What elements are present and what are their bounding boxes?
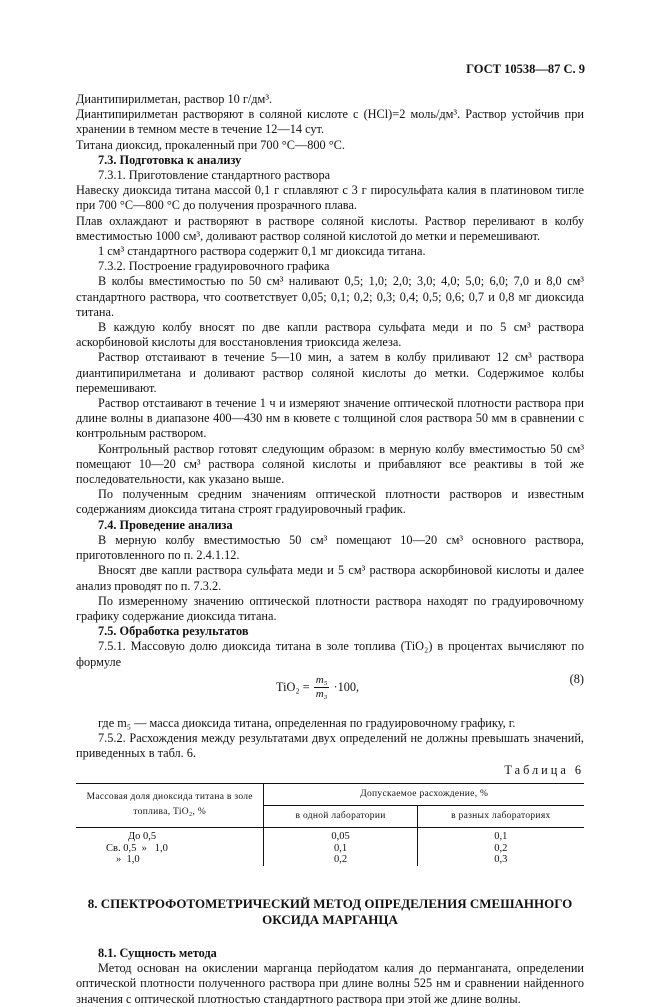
formula-numerator: m₅ — [315, 673, 328, 686]
table-cell: 0,05 — [264, 831, 417, 843]
table-cell: 0,1 — [494, 831, 508, 843]
formula-fraction — [314, 674, 330, 701]
document-body — [76, 92, 584, 1007]
formula-expression — [276, 674, 359, 701]
table-header-group: Допускаемое расхождение, % — [264, 783, 584, 805]
table-cell: 0,1 — [264, 843, 417, 855]
paragraph: 7.5.1. Массовую долю диоксида титана в золе топлива (TiO₂) в процентах вычисляют по формуле — [76, 639, 584, 669]
section-8-title — [76, 896, 584, 928]
equation-number: (8) — [569, 671, 584, 686]
section-heading-8-1: 8.1. Сущность метода — [98, 945, 217, 960]
table-6 — [76, 783, 584, 866]
table-row — [76, 831, 584, 843]
paragraph: Контрольный раствор готовят следующим образом: в мерную колбу вместимостью 50 см³ помещают 10—20 см³ раствора соляной кислоты и прибавляют все реактивы в той же последовательности, как указано выше. — [76, 441, 584, 487]
section-heading-7-4: 7.4. Проведение анализа — [98, 517, 233, 532]
paragraph: Вносят две капли раствора сульфата меди и 5 см³ раствора аскорбиновой кислоты и далее анализ проводят по п. 7.3.2. — [76, 563, 584, 593]
paragraph: В колбы вместимостью по 50 см³ наливают 0,5; 1,0; 2,0; 3,0; 4,0; 5,0; 6,0; 7,0 и 8,0 см³ стандартного раствора, что соответствует 0,05; 0,1; 0,2; 0,3; 0,4; 0,5; 0,6; 0,7 и 0,8 мг диоксида титана. — [76, 274, 584, 319]
paragraph: 7.5.2. Расхождения между результатами двух определений не должны превышать значений, приведенных в табл. 6. — [76, 730, 584, 761]
table-subheader-diff-labs: в разных лабораториях — [417, 805, 584, 827]
table-caption: Таблица 6 — [504, 763, 584, 778]
paragraph: В мерную колбу вместимостью 50 см³ помещают 10—20 см³ основного раствора, приготовленного по п. 2.4.1.12. — [76, 532, 584, 563]
table-subheader-one-lab: в одной лаборатории — [264, 805, 417, 827]
paragraph: По полученным средним значениям оптической плотности растворов и известным содержаниям диоксида титана строят градуировочный график. — [76, 487, 584, 517]
table-row — [76, 854, 584, 866]
subsection-heading-7-3-1: 7.3.1. Приготовление стандартного раствора — [98, 168, 331, 183]
table-cell: » 1,0 — [76, 854, 264, 866]
paragraph: Диантипирилметан растворяют в соляной кислоте с (HCl)=2 моль/дм³. Раствор устойчив при хранении в темном месте в течение 12—14 сут. — [76, 107, 584, 137]
table-cell: 0,2 — [494, 842, 508, 854]
formula-rhs: ·100, — [333, 679, 360, 694]
table-header-col1: Массовая доля диоксида титана в золе топлива, TiO₂, % — [76, 783, 264, 827]
table-cell: 0,2 — [264, 854, 417, 866]
formula-lhs: TiO₂ = — [276, 679, 310, 694]
subsection-heading-7-3-2: 7.3.2. Построение градуировочного графика — [98, 259, 330, 274]
paragraph: Раствор отстаивают в течение 5—10 мин, а затем в колбу приливают 12 см³ раствора диантипирилметана и доливают раствор соляной кислоты до метки. Содержимое колбы перемешивают. — [76, 350, 584, 395]
page-header: ГОСТ 10538—87 С. 9 — [466, 62, 585, 76]
formula-8 — [76, 672, 584, 712]
table-cell: 0,3 — [494, 854, 508, 866]
paragraph: По измеренному значению оптической плотности раствора находят по градуировочному графику содержание диоксида титана. — [76, 593, 584, 623]
paragraph: Плав охлаждают и растворяют в растворе соляной кислоты. Раствор переливают в колбу вместимостью 1000 см³, доливают раствор соляной кислотой до метки и перемешивают. — [76, 213, 584, 243]
section-8-title-line1: 8. СПЕКТРОФОТОМЕТРИЧЕСКИЙ МЕТОД ОПРЕДЕЛЕНИЯ СМЕШАННОГО — [87, 895, 573, 911]
paragraph: 1 см³ стандартного раствора содержит 0,1 мг диоксида титана. — [98, 244, 426, 259]
table-row — [76, 843, 584, 855]
table-cell: До 0,5 — [76, 831, 264, 843]
paragraph: где m₅ — масса диоксида титана, определенная по градуировочному графику, г. — [98, 715, 516, 730]
section-heading-7-3: 7.3. Подготовка к анализу — [98, 152, 242, 167]
paragraph: Раствор отстаивают в течение 1 ч и измеряют значение оптической плотности раствора при длине волны в диапазоне 400—430 нм в кювете с толщиной слоя раствора 50 мм в сравнении с контрольным раствором. — [76, 396, 584, 441]
paragraph: В каждую колбу вносят по две капли раствора сульфата меди и по 5 см³ раствора аскорбиновой кислоты для восстановления триоксида железа. — [76, 320, 584, 350]
section-heading-7-5: 7.5. Обработка результатов — [98, 624, 249, 639]
table-cell: Св. 0,5 » 1,0 — [76, 843, 264, 855]
paragraph: Титана диоксид, прокаленный при 700 °С—800 °С. — [76, 137, 345, 152]
section-8-title-line2: ОКСИДА МАРГАНЦА — [262, 911, 398, 927]
paragraph: Навеску диоксида титана массой 0,1 г сплавляют с 3 г пиросульфата калия в платиновом тигле при 700 °С—800 °С до получения прозрачного плава. — [76, 183, 584, 213]
paragraph: Диантипирилметан, раствор 10 г/дм³. — [76, 92, 273, 106]
formula-denominator: m₃ — [315, 687, 328, 700]
paragraph: Метод основан на окислении марганца перйодатом калия до перманганата, определении оптической плотности полученного раствора при длине волны 525 нм и сравнении найденного значения с оптической плотностью стандартного раствора при этой же длине волны. — [76, 961, 584, 1006]
